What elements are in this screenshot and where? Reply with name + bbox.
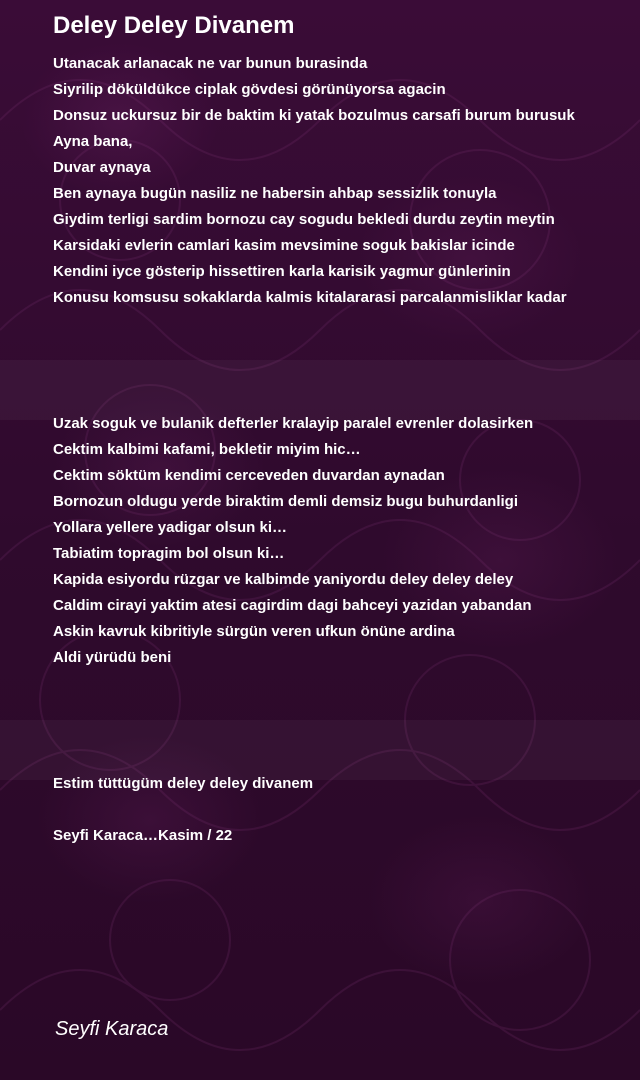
poem-line: Bornozun oldugu yerde biraktim demli demsiz bugu buhurdanligi	[53, 493, 519, 510]
stanza-1	[53, 51, 638, 311]
poem-line: Uzak soguk ve bulanik defterler kralayip paralel evrenler dolasirken	[53, 415, 534, 432]
closing-line: Estim tüttügüm deley deley divanem	[53, 775, 314, 792]
poem-title: Deley Deley Divanem	[53, 12, 295, 39]
poem-line: Utanacak arlanacak ne var bunun burasinda	[53, 55, 368, 72]
stanza-3	[53, 771, 638, 797]
poem-line: Konusu komsusu sokaklarda kalmis kitalararasi parcalanmisliklar kadar	[53, 289, 567, 306]
poem-line: Caldim cirayi yaktim atesi cagirdim dagi bahceyi yazidan yabandan	[53, 597, 532, 614]
poem-line: Kapida esiyordu rüzgar ve kalbimde yaniyordu deley deley deley	[53, 571, 514, 588]
author-name: Seyfi Karaca	[55, 1018, 169, 1040]
poem-line: Askin kavruk kibritiyle sürgün veren ufkun önüne ardina	[53, 623, 455, 640]
stanza-2	[53, 411, 638, 671]
poem-line: Aldi yürüdü beni	[53, 649, 172, 666]
poem-line: Karsidaki evlerin camlari kasim mevsimine soguk bakislar icinde	[53, 237, 515, 254]
poem-line: Duvar aynaya	[53, 159, 151, 176]
poem-line: Yollara yellere yadigar olsun ki…	[53, 519, 287, 536]
poem-line: Ayna bana,	[53, 133, 133, 150]
poem-line: Tabiatim topragim bol olsun ki…	[53, 545, 285, 562]
poem-line: Ben aynaya bugün nasiliz ne habersin ahbap sessizlik tonuyla	[53, 185, 497, 202]
poem-line: Cektim söktüm kendimi cerceveden duvardan aynadan	[53, 467, 445, 484]
signature-line: Seyfi Karaca…Kasim / 22	[53, 827, 233, 844]
poem-line: Cektim kalbimi kafami, bekletir miyim hic…	[53, 441, 361, 458]
poem-line: Kendini iyce gösterip hissettiren karla karisik yagmur günlerinin	[53, 263, 511, 280]
poem-line: Siyrilip döküldükce ciplak gövdesi görünüyorsa agacin	[53, 81, 446, 98]
poem-line: Donsuz uckursuz bir de baktim ki yatak bozulmus carsafi burum burusuk	[53, 107, 575, 124]
poem-signature	[53, 823, 638, 849]
poem-line: Giydim terligi sardim bornozu cay sogudu bekledi durdu zeytin meytin	[53, 211, 555, 228]
